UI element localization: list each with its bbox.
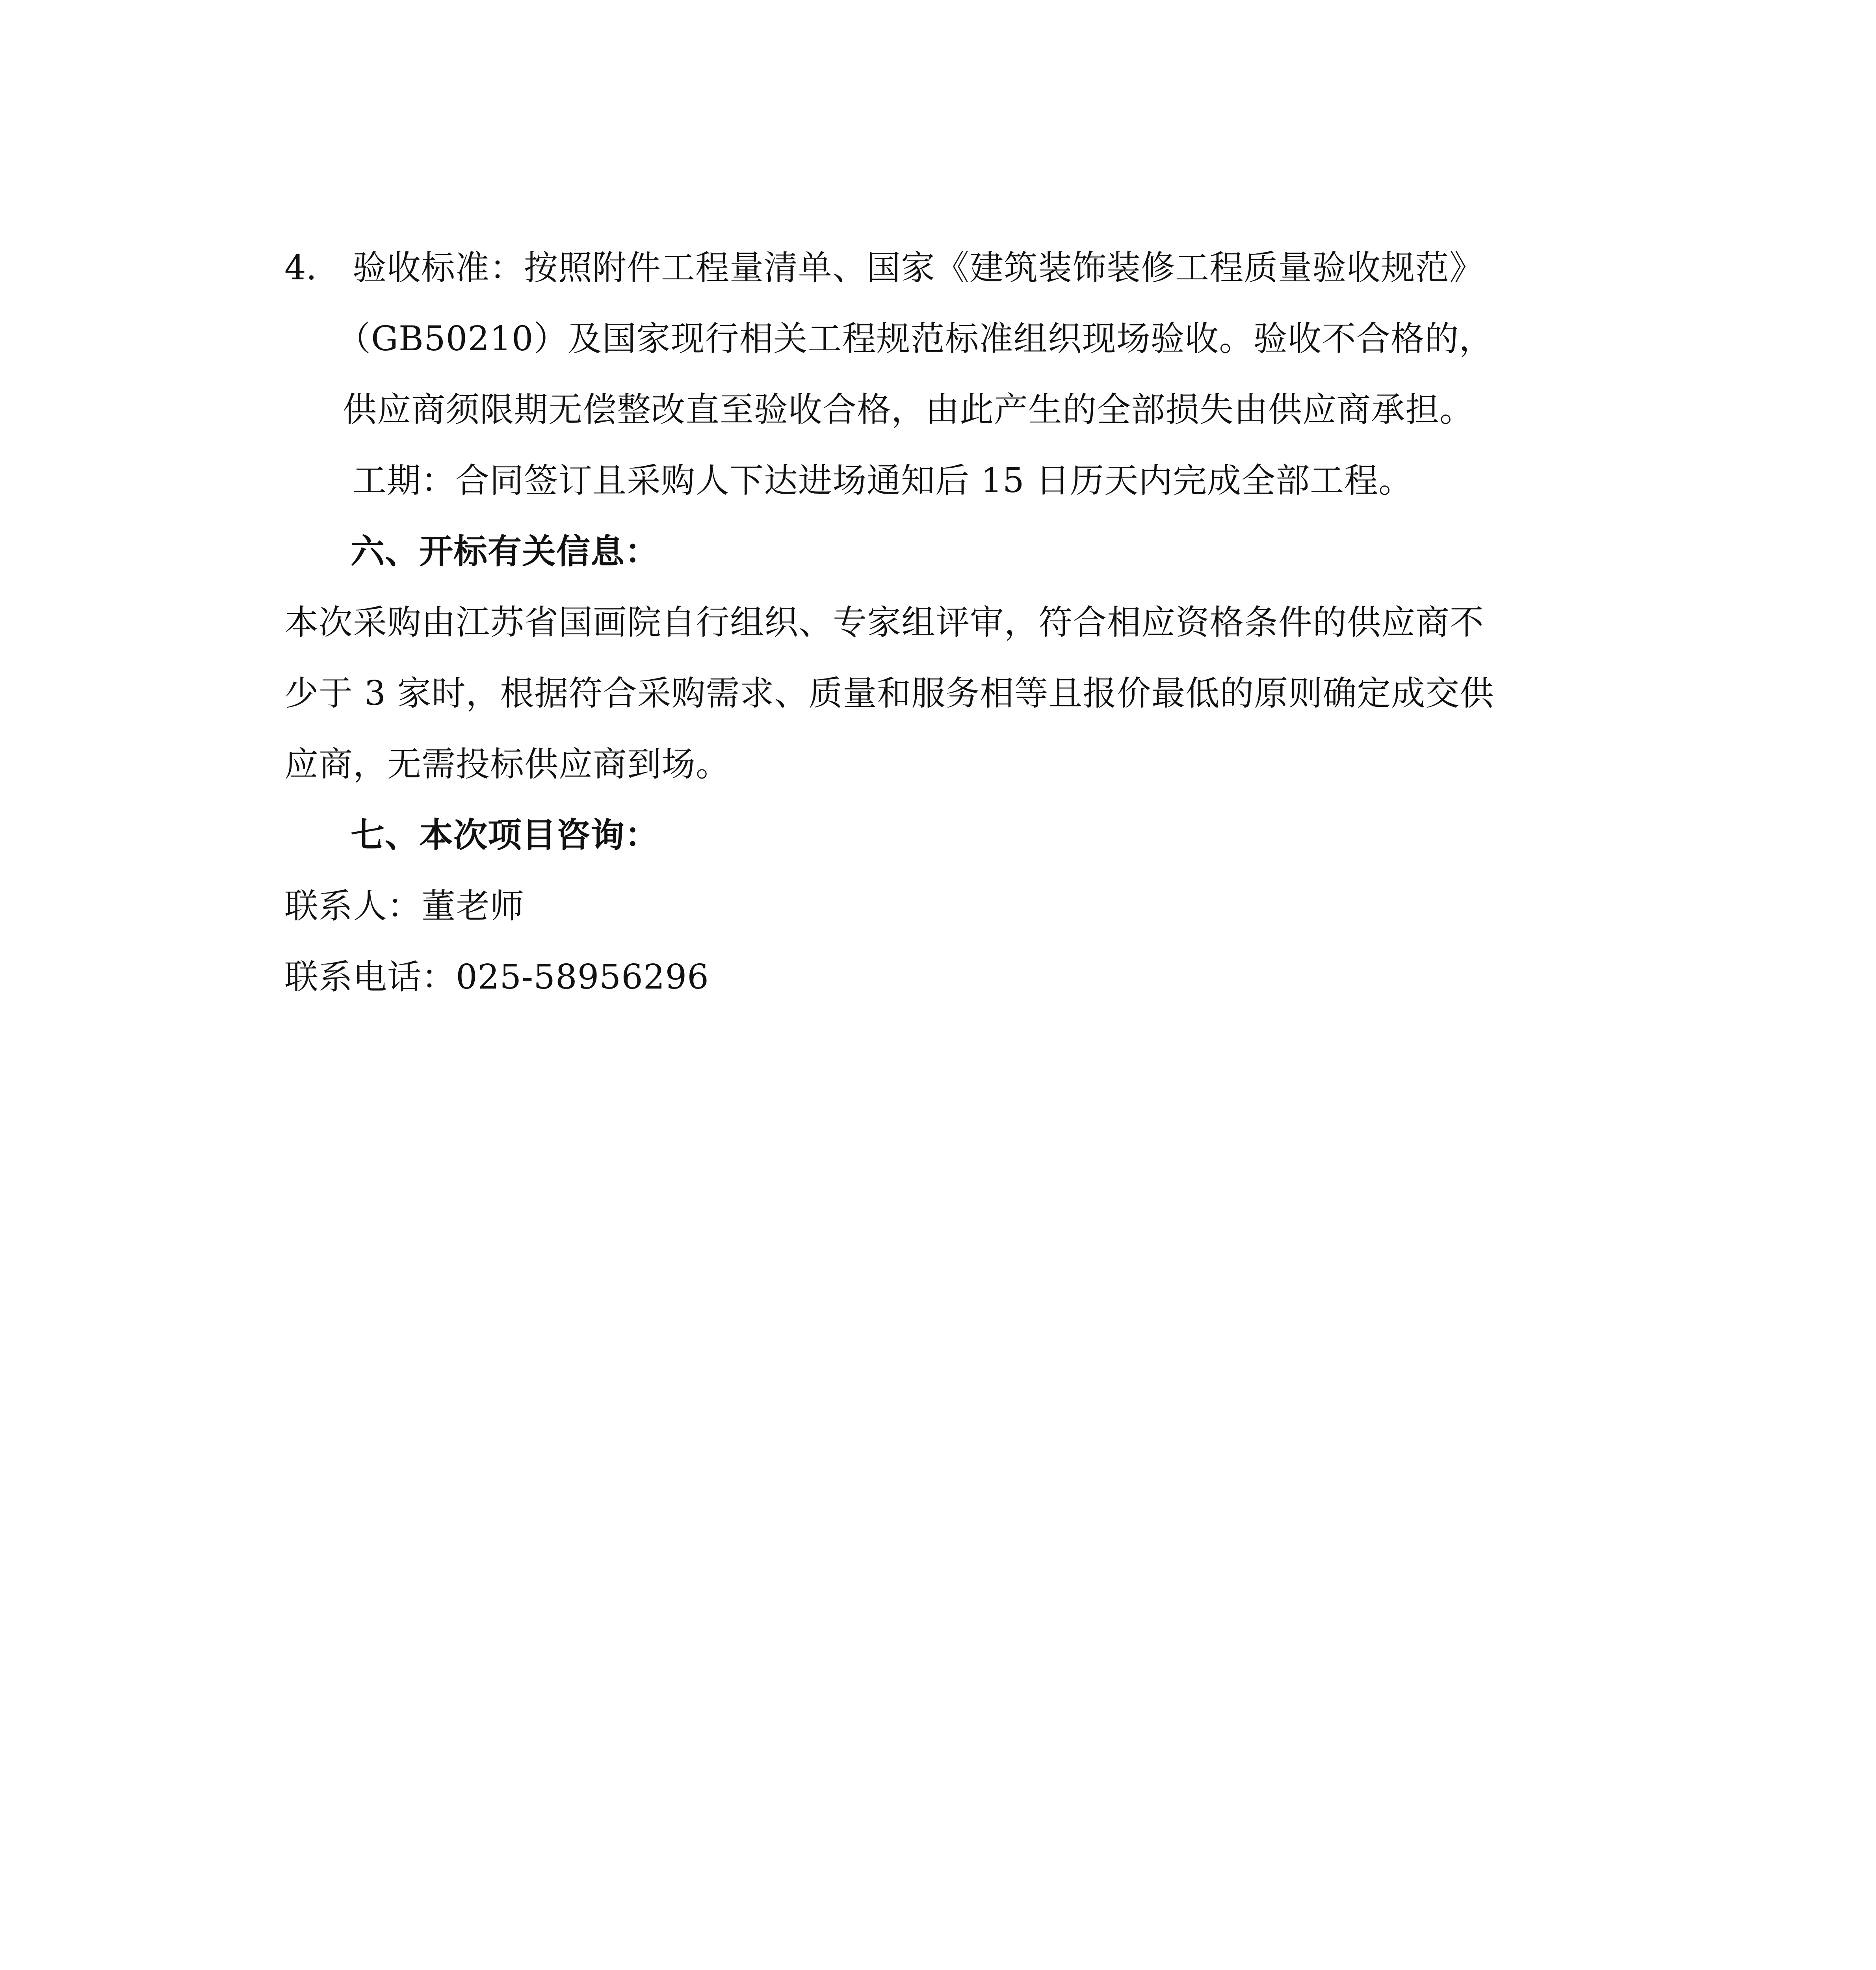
acceptance-standard-line-2: （GB50210）及国家现行相关工程规范标准组织现场验收。验收不合格的， [337, 319, 1493, 359]
construction-period-line: 工期：合同签订且采购人下达进场通知后 15 日历天内完成全部工程。 [353, 461, 1413, 500]
section-6-paragraph-line-3: 应商，无需投标供应商到场。 [284, 745, 730, 784]
acceptance-standard-line-3: 供应商须限期无偿整改直至验收合格，由此产生的全部损失由供应商承担。 [343, 390, 1474, 429]
section-6-paragraph-line-2: 少于 3 家时，根据符合采购需求、质量和服务相等且报价最低的原则确定成交供 [284, 674, 1494, 713]
acceptance-standard-line-1: 验收标准：按照附件工程量清单、国家《建筑装饰装修工程质量验收规范》 [353, 248, 1484, 288]
section-6-heading: 六、开标有关信息： [351, 532, 659, 571]
contact-phone: 联系电话：025-58956296 [284, 957, 709, 997]
list-number: 4. [284, 248, 317, 288]
contact-person: 联系人：董老师 [284, 886, 524, 926]
section-6-paragraph-line-1: 本次采购由江苏省国画院自行组织、专家组评审，符合相应资格条件的供应商不 [284, 603, 1484, 642]
section-7-heading: 七、本次项目咨询： [351, 815, 659, 855]
